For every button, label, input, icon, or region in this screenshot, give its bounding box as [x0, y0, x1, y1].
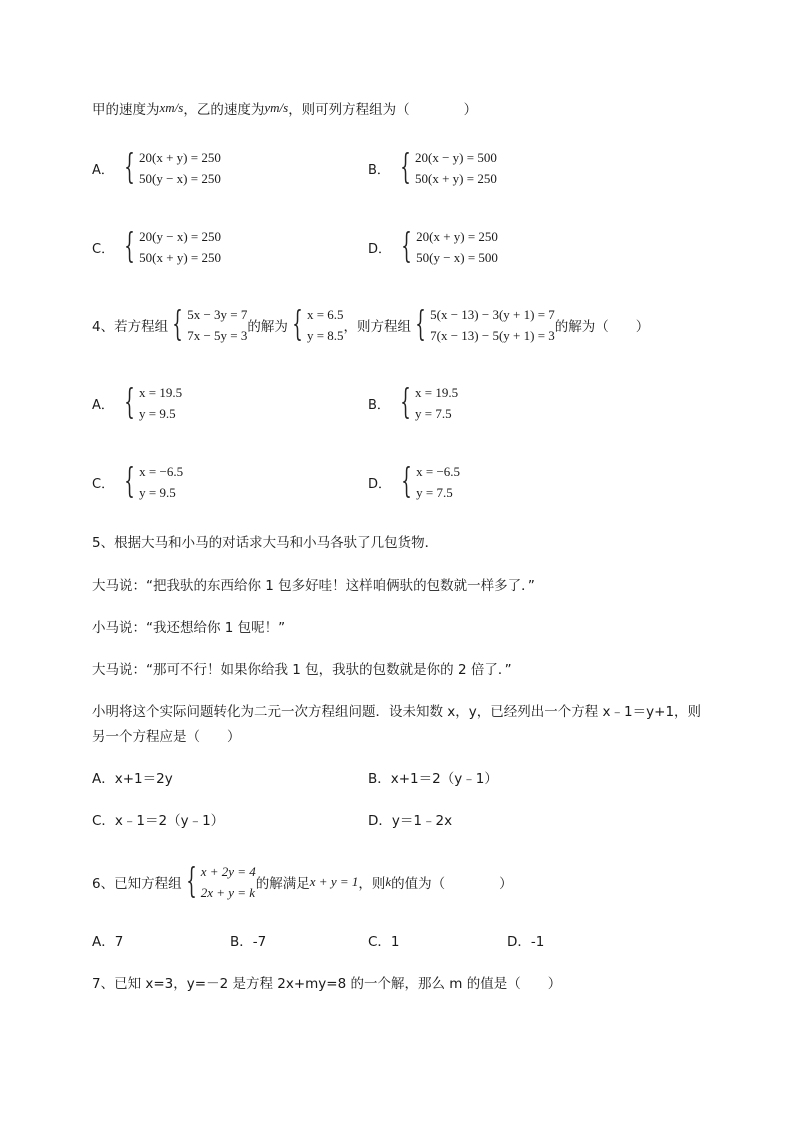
q4-option-c-eq1: x = −6.5: [139, 464, 184, 479]
q3-option-c: [92, 226, 221, 268]
q4-sys2-eq2: 7(x − 13) − 5(y + 1) = 3: [430, 328, 555, 343]
brace-icon: {: [401, 461, 412, 502]
brace-icon: {: [124, 226, 135, 267]
q4-option-a-eq1: x = 19.5: [139, 385, 183, 400]
q4-suffix: 的解为（ ）: [554, 319, 650, 335]
q4-sol-eq1: x = 6.5: [306, 307, 344, 322]
q5-line-3: 大马说：“那可不行！如果你给我 1 包，我驮的包数就是你的 2 倍了．”: [92, 662, 512, 678]
q4-sys2-eq1: 5(x − 13) − 3(y + 1) = 7: [430, 307, 555, 322]
q3-option-b: [368, 147, 497, 189]
brace-icon: {: [124, 382, 135, 423]
q3-option-d-eq1: 20(x + y) = 250: [416, 229, 498, 244]
q5-option-b: B．x+1＝2（y﹣1）: [368, 771, 498, 787]
q3-option-b-eq2: 50(x + y) = 250: [415, 171, 497, 186]
q4-option-b-eq1: x = 19.5: [415, 385, 459, 400]
q6-eq1: x + 2y = 4: [200, 864, 256, 879]
q6-system: [182, 861, 256, 903]
q3-option-c-eq1: 20(y − x) = 250: [139, 229, 221, 244]
q6-mid2: ，则: [358, 876, 386, 892]
q6-option-a: A．7: [92, 934, 124, 950]
q3-stem-v2: ym/s: [264, 100, 289, 115]
q3-option-d-label: D．: [368, 241, 392, 257]
brace-icon: {: [172, 304, 183, 345]
q5-title: 5、根据大马和小马的对话求大马和小马各驮了几包货物．: [92, 535, 439, 551]
q6-option-b: B．-7: [230, 934, 267, 950]
q5-line-4a: 小明将这个实际问题转化为二元一次方程组问题．设未知数 x，y，已经列出一个方程 x﹣1＝y+1，则: [92, 704, 702, 720]
q6-mid: 的解满足: [255, 876, 310, 892]
brace-icon: {: [400, 382, 411, 423]
q4-sol-eq2: y = 8.5: [306, 328, 344, 343]
q4-system-2: [411, 304, 555, 346]
q4-sys1-eq1: 5x − 3y = 7: [187, 307, 248, 322]
q3-option-a: [92, 147, 221, 189]
q4-option-a: [92, 382, 182, 424]
brace-icon: {: [124, 147, 135, 188]
q3-stem-text3: ，则可列方程组为（ ）: [288, 102, 478, 118]
q4-option-b-eq2: y = 7.5: [415, 406, 452, 421]
q6-eq2: 2x + y = k: [200, 885, 256, 900]
q4-mid1: 的解为: [247, 319, 288, 335]
q3-option-b-eq1: 20(x − y) = 500: [415, 150, 497, 165]
q4-sys1-eq2: 7x − 5y = 3: [187, 328, 248, 343]
q7-stem: 7、已知 x=3，y=－2 是方程 2x+my=8 的一个解，那么 m 的值是（ ）: [92, 976, 562, 992]
q5-line-1: 大马说：“把我驮的东西给你 1 包多好哇！这样咱俩驮的包数就一样多了．”: [92, 578, 535, 594]
q6-condition: x + y = 1: [309, 874, 359, 889]
q5-option-a: A．x+1＝2y: [92, 771, 173, 787]
q4-solution: [288, 304, 344, 346]
brace-icon: {: [400, 147, 411, 188]
q3-option-d-eq2: 50(y − x) = 500: [416, 250, 498, 265]
q5-line-4b: 另一个方程应是（ ）: [92, 729, 241, 745]
q3-option-c-eq2: 50(x + y) = 250: [139, 250, 221, 265]
q4-stem: [92, 304, 649, 346]
q3-option-b-label: B．: [368, 162, 390, 178]
brace-icon: {: [292, 304, 303, 345]
q3-option-a-label: A．: [92, 162, 114, 178]
q4-option-d: [368, 461, 460, 503]
q6-prefix: 6、已知方程组: [92, 876, 182, 892]
q4-prefix: 4、若方程组: [92, 319, 169, 335]
q4-mid2: ，则方程组: [343, 319, 412, 335]
q5-option-c: C．x﹣1＝2（y﹣1）: [92, 813, 225, 829]
q3-option-a-eq1: 20(x + y) = 250: [139, 150, 221, 165]
q4-option-a-label: A．: [92, 397, 114, 413]
q4-option-d-eq2: y = 7.5: [416, 485, 453, 500]
q5-option-d: D．y＝1﹣2x: [368, 813, 453, 829]
q4-option-b-label: B．: [368, 397, 390, 413]
brace-icon: {: [185, 861, 197, 902]
q6-stem: [92, 861, 513, 903]
q5-line-2: 小马说：“我还想给你 1 包呢！”: [92, 620, 286, 636]
q6-option-d: D．-1: [507, 934, 545, 950]
brace-icon: {: [124, 461, 135, 502]
q4-option-c-label: C．: [92, 476, 115, 492]
q3-option-c-label: C．: [92, 241, 115, 257]
q4-option-d-label: D．: [368, 476, 392, 492]
q4-option-c-eq2: y = 9.5: [139, 485, 176, 500]
q3-option-a-eq2: 50(y − x) = 250: [139, 171, 221, 186]
q4-option-b: [368, 382, 458, 424]
q3-stem: [92, 98, 477, 118]
q3-stem-text1: 甲的速度为: [92, 102, 160, 118]
brace-icon: {: [401, 226, 412, 267]
q6-option-c: C．1: [368, 934, 400, 950]
brace-icon: {: [415, 304, 426, 345]
q6-var: k: [385, 874, 392, 889]
q3-stem-v1: xm/s: [159, 100, 184, 115]
q3-stem-text2: ，乙的速度为: [183, 102, 265, 118]
q4-option-a-eq2: y = 9.5: [139, 406, 176, 421]
q4-system-1: [168, 304, 247, 346]
q4-option-d-eq1: x = −6.5: [416, 464, 461, 479]
q6-suffix: 的值为（ ）: [391, 876, 513, 892]
q4-option-c: [92, 461, 183, 503]
q3-option-d: [368, 226, 498, 268]
